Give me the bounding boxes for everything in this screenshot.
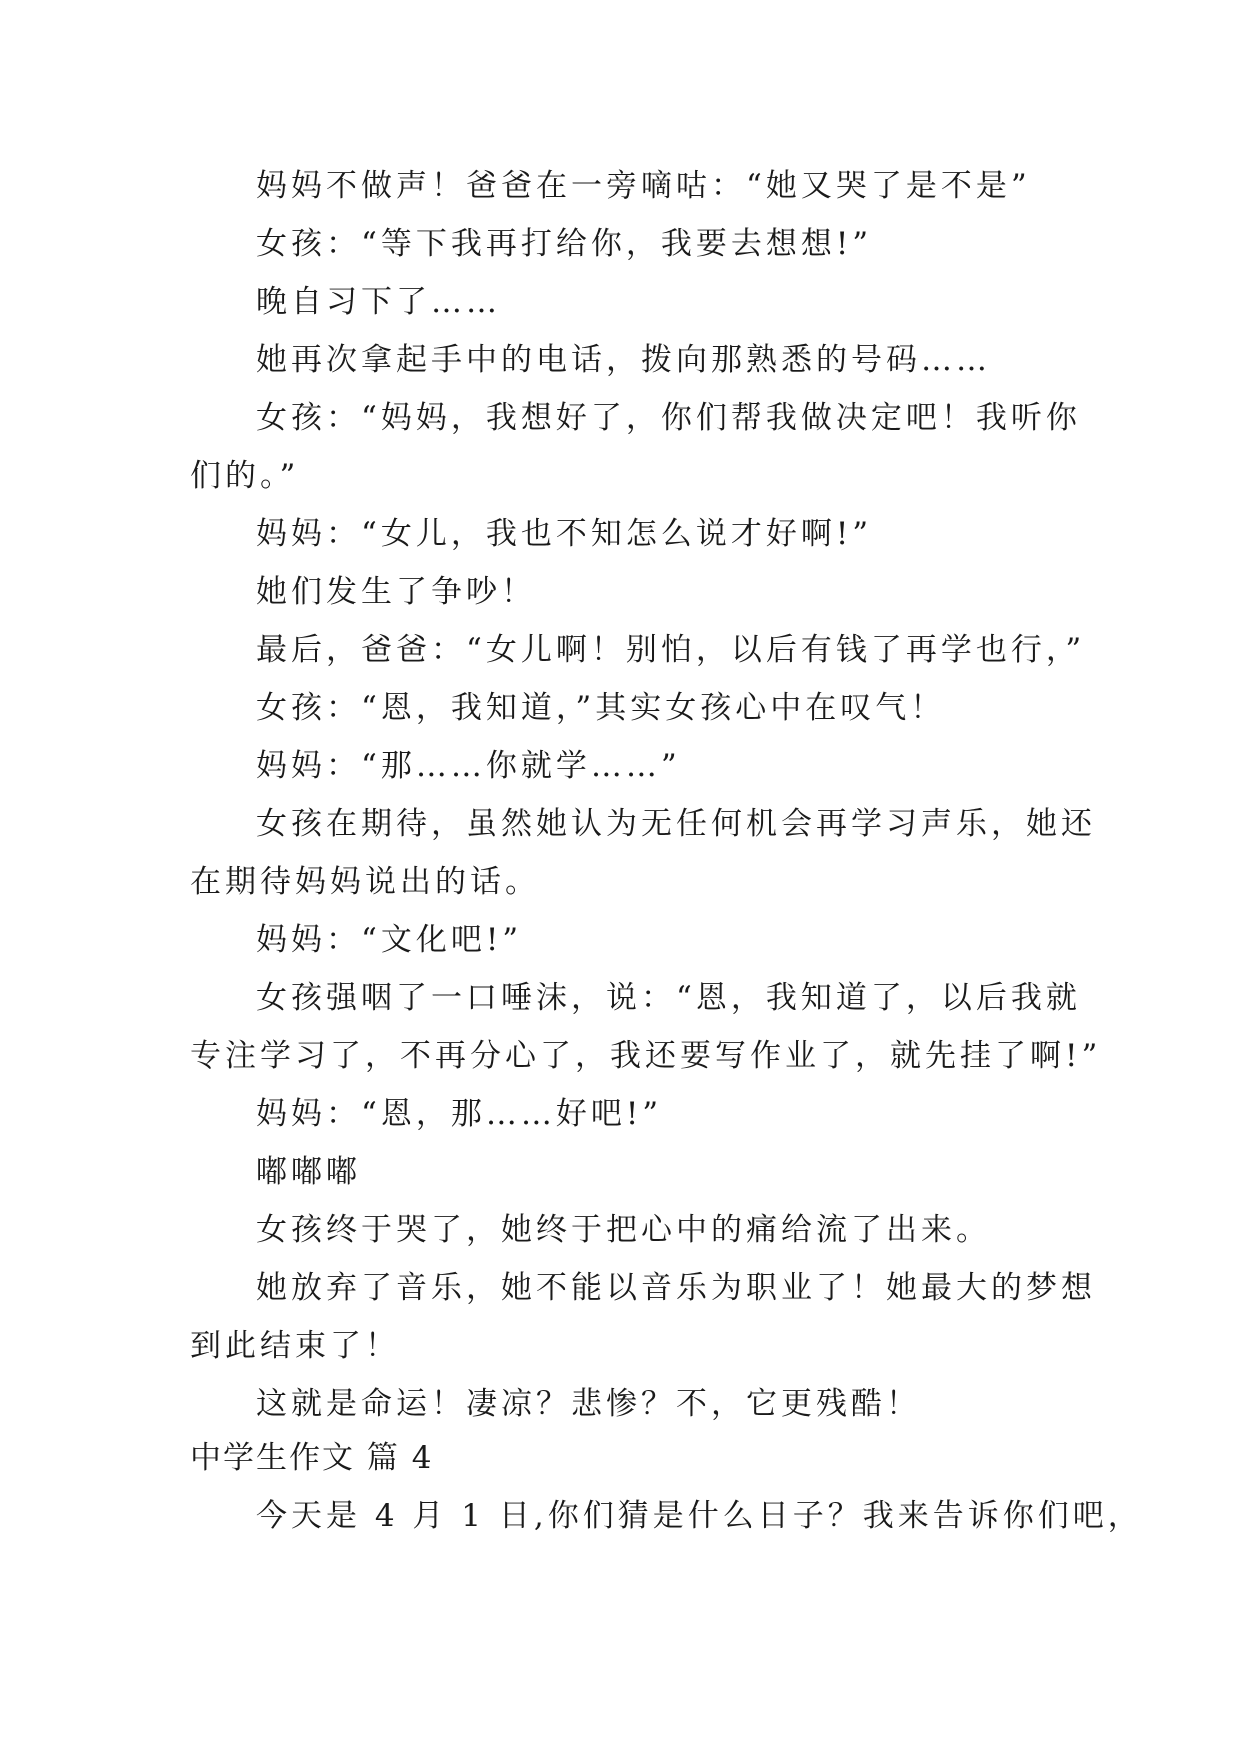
paragraph-line: 妈妈：“恩，那……好吧!” [256, 1096, 663, 1132]
paragraph-line: 女孩：“恩，我知道，”其实女孩心中在叹气！ [256, 690, 946, 726]
paragraph-line-continued: 们的。” [190, 458, 300, 494]
paragraph-line: 今天是 4 月 1 日,你们猜是什么日子？我来告诉你们吧， [256, 1498, 1143, 1534]
paragraph-line: 嘟嘟嘟 [256, 1154, 361, 1190]
paragraph-line-continued: 到此结束了！ [190, 1328, 400, 1364]
paragraph-line: 最后，爸爸：“女儿啊！别怕，以后有钱了再学也行，” [256, 632, 1086, 668]
paragraph-line: 妈妈：“女儿，我也不知怎么说才好啊!” [256, 516, 873, 552]
paragraph-line: 晚自习下了…… [256, 284, 501, 320]
paragraph-line: 女孩终于哭了，她终于把心中的痛给流了出来。 [256, 1212, 991, 1248]
paragraph-line-continued: 在期待妈妈说出的话。 [190, 864, 540, 900]
paragraph-line: 女孩强咽了一口唾沫，说：“恩，我知道了，以后我就 [256, 980, 1081, 1016]
paragraph-line: 她放弃了音乐，她不能以音乐为职业了！她最大的梦想 [256, 1270, 1096, 1306]
paragraph-line-continued: 专注学习了，不再分心了，我还要写作业了，就先挂了啊!” [190, 1038, 1102, 1074]
paragraph-line: 妈妈不做声！爸爸在一旁嘀咕：“她又哭了是不是” [256, 168, 1031, 204]
paragraph-line: 女孩：“等下我再打给你，我要去想想!” [256, 226, 873, 262]
paragraph-line: 妈妈：“文化吧!” [256, 922, 523, 958]
paragraph-line: 这就是命运！凄凉？悲惨？不，它更残酷！ [256, 1386, 921, 1422]
section-heading: 中学生作文 篇 4 [190, 1440, 434, 1476]
paragraph-line: 她们发生了争吵！ [256, 574, 536, 610]
paragraph-line: 女孩：“妈妈，我想好了，你们帮我做决定吧！我听你 [256, 400, 1081, 436]
paragraph-line: 女孩在期待，虽然她认为无任何机会再学习声乐，她还 [256, 806, 1096, 842]
paragraph-line: 她再次拿起手中的电话，拨向那熟悉的号码…… [256, 342, 991, 378]
paragraph-line: 妈妈：“那……你就学……” [256, 748, 681, 784]
